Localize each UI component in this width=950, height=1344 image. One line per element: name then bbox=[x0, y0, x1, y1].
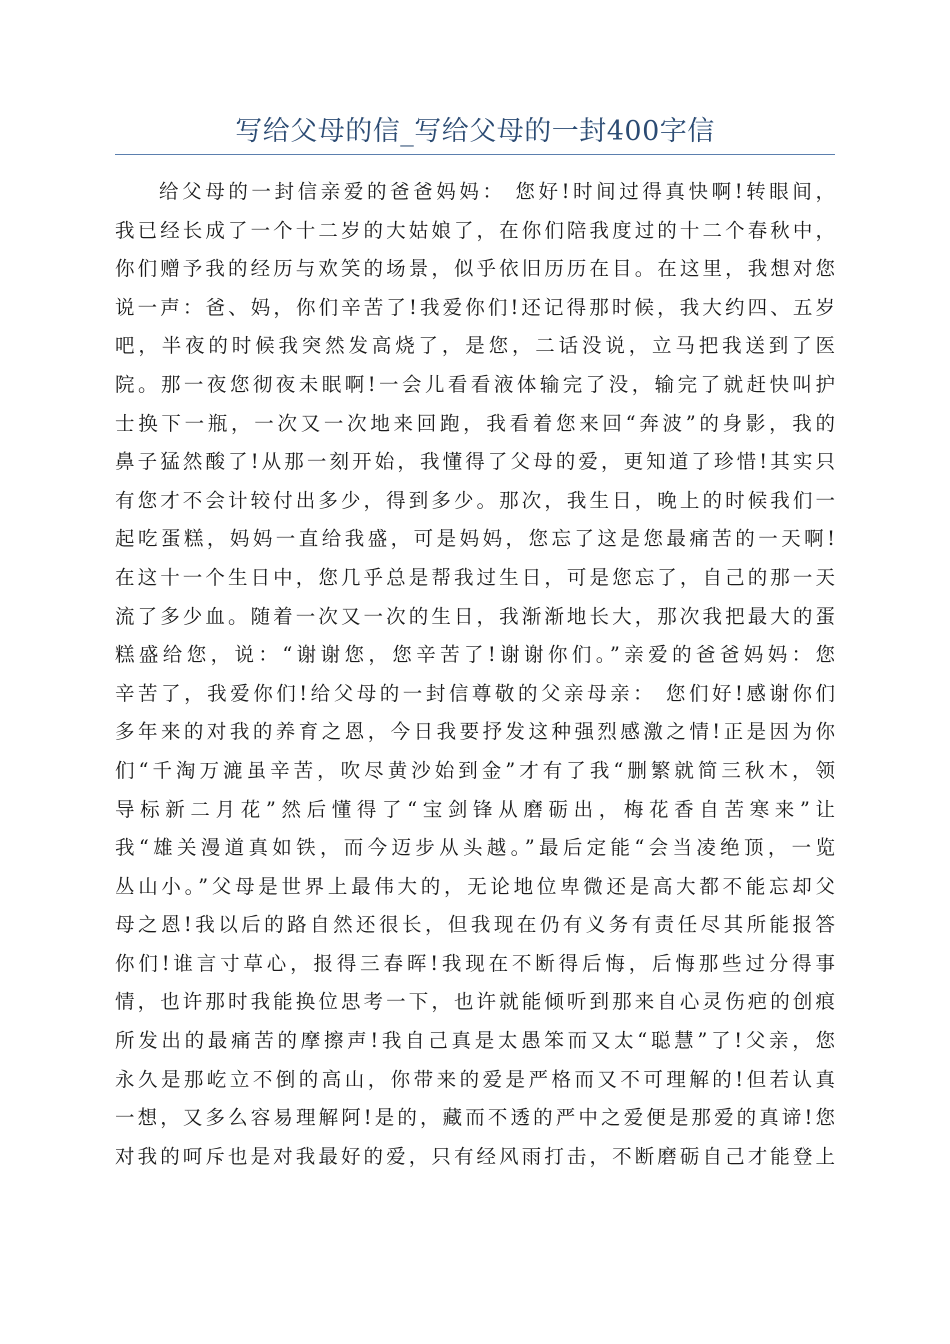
text-line: 有您才不会计较付出多少，得到多少。那次，我生日，晚上的时候我们一 bbox=[115, 488, 835, 512]
text-line: 鼻子猛然酸了!从那一刻开始，我懂得了父母的爱，更知道了珍惜!其实只 bbox=[115, 450, 835, 474]
text-line: 导标新二月花”然后懂得了“宝剑锋从磨砺出，梅花香自苦寒来”让 bbox=[115, 797, 835, 821]
text-line: 辛苦了，我爱你们!给父母的一封信尊敬的父亲母亲： 您们好!感谢你们 bbox=[115, 681, 835, 705]
text-line: 流了多少血。随着一次又一次的生日，我渐渐地长大，那次我把最大的蛋 bbox=[115, 604, 835, 628]
text-line: 你们!谁言寸草心，报得三春晖!我现在不断得后悔，后悔那些过分得事 bbox=[115, 951, 835, 975]
text-line: 在这十一个生日中，您几乎总是帮我过生日，可是您忘了，自己的那一天 bbox=[115, 565, 835, 589]
text-line: 一想，又多么容易理解阿!是的，藏而不透的严中之爱便是那爱的真谛!您 bbox=[115, 1106, 835, 1130]
text-line: 我已经长成了一个十二岁的大姑娘了，在你们陪我度过的十二个春秋中， bbox=[115, 218, 835, 242]
text-line: 起吃蛋糕，妈妈一直给我盛，可是妈妈，您忘了这是您最痛苦的一天啊! bbox=[115, 527, 835, 551]
text-line: 吧，半夜的时候我突然发高烧了，是您，二话没说，立马把我送到了医 bbox=[115, 334, 835, 358]
text-line: 糕盛给您，说：“谢谢您，您辛苦了!谢谢你们。”亲爱的爸爸妈妈：您 bbox=[115, 643, 835, 667]
document-title: 写给父母的信_写给父母的一封400字信 bbox=[235, 116, 715, 147]
letter-body bbox=[115, 173, 835, 1176]
text-line: 给父母的一封信亲爱的爸爸妈妈： 您好!时间过得真快啊!转眼间， bbox=[159, 180, 835, 203]
text-line: 士换下一瓶，一次又一次地来回跑，我看着您来回“奔波”的身影，我的 bbox=[115, 411, 835, 435]
text-line: 永久是那屹立不倒的高山，你带来的爱是严格而又不可理解的!但若认真 bbox=[115, 1067, 835, 1091]
text-line: 所发出的最痛苦的摩擦声!我自己真是太愚笨而又太“聪慧”了!父亲，您 bbox=[115, 1029, 835, 1053]
text-line: 情，也许那时我能换位思考一下，也许就能倾听到那来自心灵伤疤的创痕 bbox=[115, 990, 835, 1014]
text-line: 你们赠予我的经历与欢笑的场景，似乎依旧历历在目。在这里，我想对您 bbox=[115, 257, 835, 281]
title-underline bbox=[115, 154, 835, 155]
text-line: 我“雄关漫道真如铁，而今迈步从头越。”最后定能“会当凌绝顶，一览 bbox=[115, 836, 835, 860]
text-line: 们“千淘万漉虽辛苦，吹尽黄沙始到金”才有了我“删繁就简三秋木，领 bbox=[115, 758, 835, 782]
text-line: 丛山小。”父母是世界上最伟大的，无论地位卑微还是高大都不能忘却父 bbox=[115, 874, 835, 898]
text-line: 说一声：爸、妈，你们辛苦了!我爱你们!还记得那时候，我大约四、五岁 bbox=[115, 295, 835, 319]
text-line: 母之恩!我以后的路自然还很长，但我现在仍有义务有责任尽其所能报答 bbox=[115, 913, 835, 937]
text-line: 院。那一夜您彻夜未眠啊!一会儿看看液体输完了没，输完了就赶快叫护 bbox=[115, 372, 835, 396]
text-line: 多年来的对我的养育之恩，今日我要抒发这种强烈感激之情!正是因为你 bbox=[115, 720, 835, 744]
text-line: 对我的呵斥也是对我最好的爱，只有经风雨打击，不断磨砺自己才能登上 bbox=[115, 1144, 835, 1168]
